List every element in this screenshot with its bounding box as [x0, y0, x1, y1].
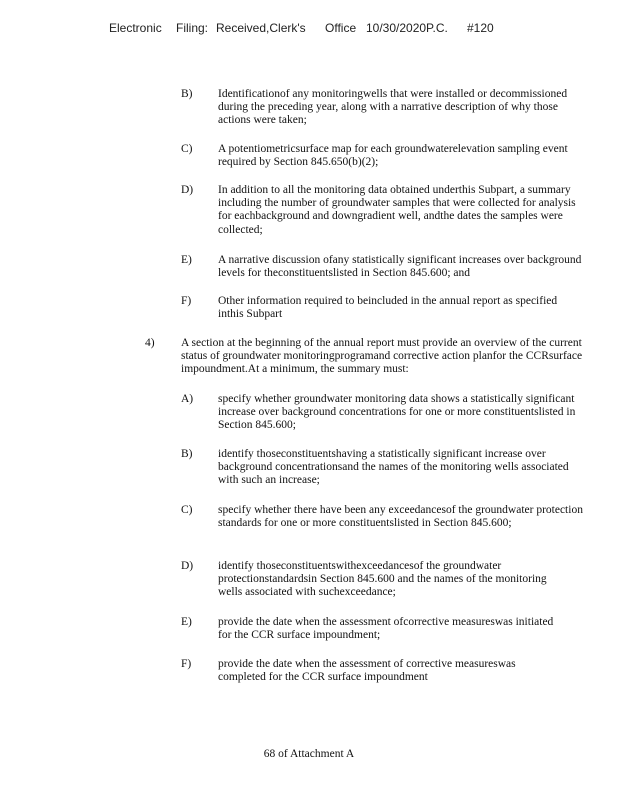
- item-text: identify thoseconstituentswithexceedancesof the groundwater protectionstandardsin Section 845.600 and the names of the monitoring wells associated with suchexceedance;: [218, 560, 547, 599]
- item-label: E): [181, 616, 192, 628]
- item-text: specify whether groundwater monitoring data shows a statistically significant increase over background concentrations for one or more constituentslisted in Section 845.600;: [218, 393, 576, 432]
- item-text: specify whether there have been any exceedancesof the groundwater protection standards for one or more constituentslisted in Section 845.600;: [218, 504, 583, 530]
- page-footer: 68 of Attachment A: [263, 748, 355, 760]
- item-label: C): [181, 504, 193, 516]
- header-date: 10/30/2020P.C.: [366, 21, 448, 35]
- header-electronic: Electronic: [109, 21, 162, 35]
- item-label: B): [181, 88, 193, 100]
- item-label: E): [181, 254, 192, 266]
- item-text: A narrative discussion ofany statistically significant increases over background levels for theconstituentslisted in Section 845.600; and: [218, 254, 582, 280]
- item-text: A potentiometricsurface map for each groundwaterelevation sampling event required by Section 845.650(b)(2);: [218, 143, 568, 169]
- item-label: B): [181, 448, 193, 460]
- item-label: D): [181, 560, 194, 572]
- item-label: D): [181, 184, 194, 196]
- item-text: provide the date when the assessment ofcorrective measureswas initiated for the CCR surface impoundment;: [218, 616, 554, 642]
- item-text: identify thoseconstituentshaving a statistically significant increase over background concentrationsand the names of the monitoring wells associated with such an increase;: [218, 448, 569, 487]
- filing-header: [109, 21, 598, 37]
- header-filing: Filing:: [176, 21, 209, 35]
- header-number: #120: [467, 21, 494, 35]
- item-label: C): [181, 143, 193, 155]
- item-label: F): [181, 658, 192, 670]
- item-label: 4): [145, 337, 155, 349]
- item-text: provide the date when the assessment of corrective measureswas completed for the CCR surface impoundment: [218, 658, 516, 684]
- item-text: In addition to all the monitoring data obtained underthis Subpart, a summary including the number of groundwater samples that were collected for analysis for eachbackground and downgradient well, andthe dates the samples were collected;: [218, 184, 576, 236]
- header-office: Office: [325, 21, 357, 35]
- item-label: A): [181, 393, 194, 405]
- item-label: F): [181, 295, 192, 307]
- item-text: Other information required to beincluded in the annual report as specified inthis Subpart: [218, 295, 558, 321]
- header-received: Received,Clerk's: [216, 21, 306, 35]
- item-text: Identificationof any monitoringwells that were installed or decommissioned during the preceding year, along with a narrative description of why those actions were taken;: [218, 88, 568, 127]
- item-text: A section at the beginning of the annual report must provide an overview of the current status of groundwater monitoringprogramand corrective action planfor the CCRsurface impoundment.At a minimum, the summary must:: [181, 337, 583, 376]
